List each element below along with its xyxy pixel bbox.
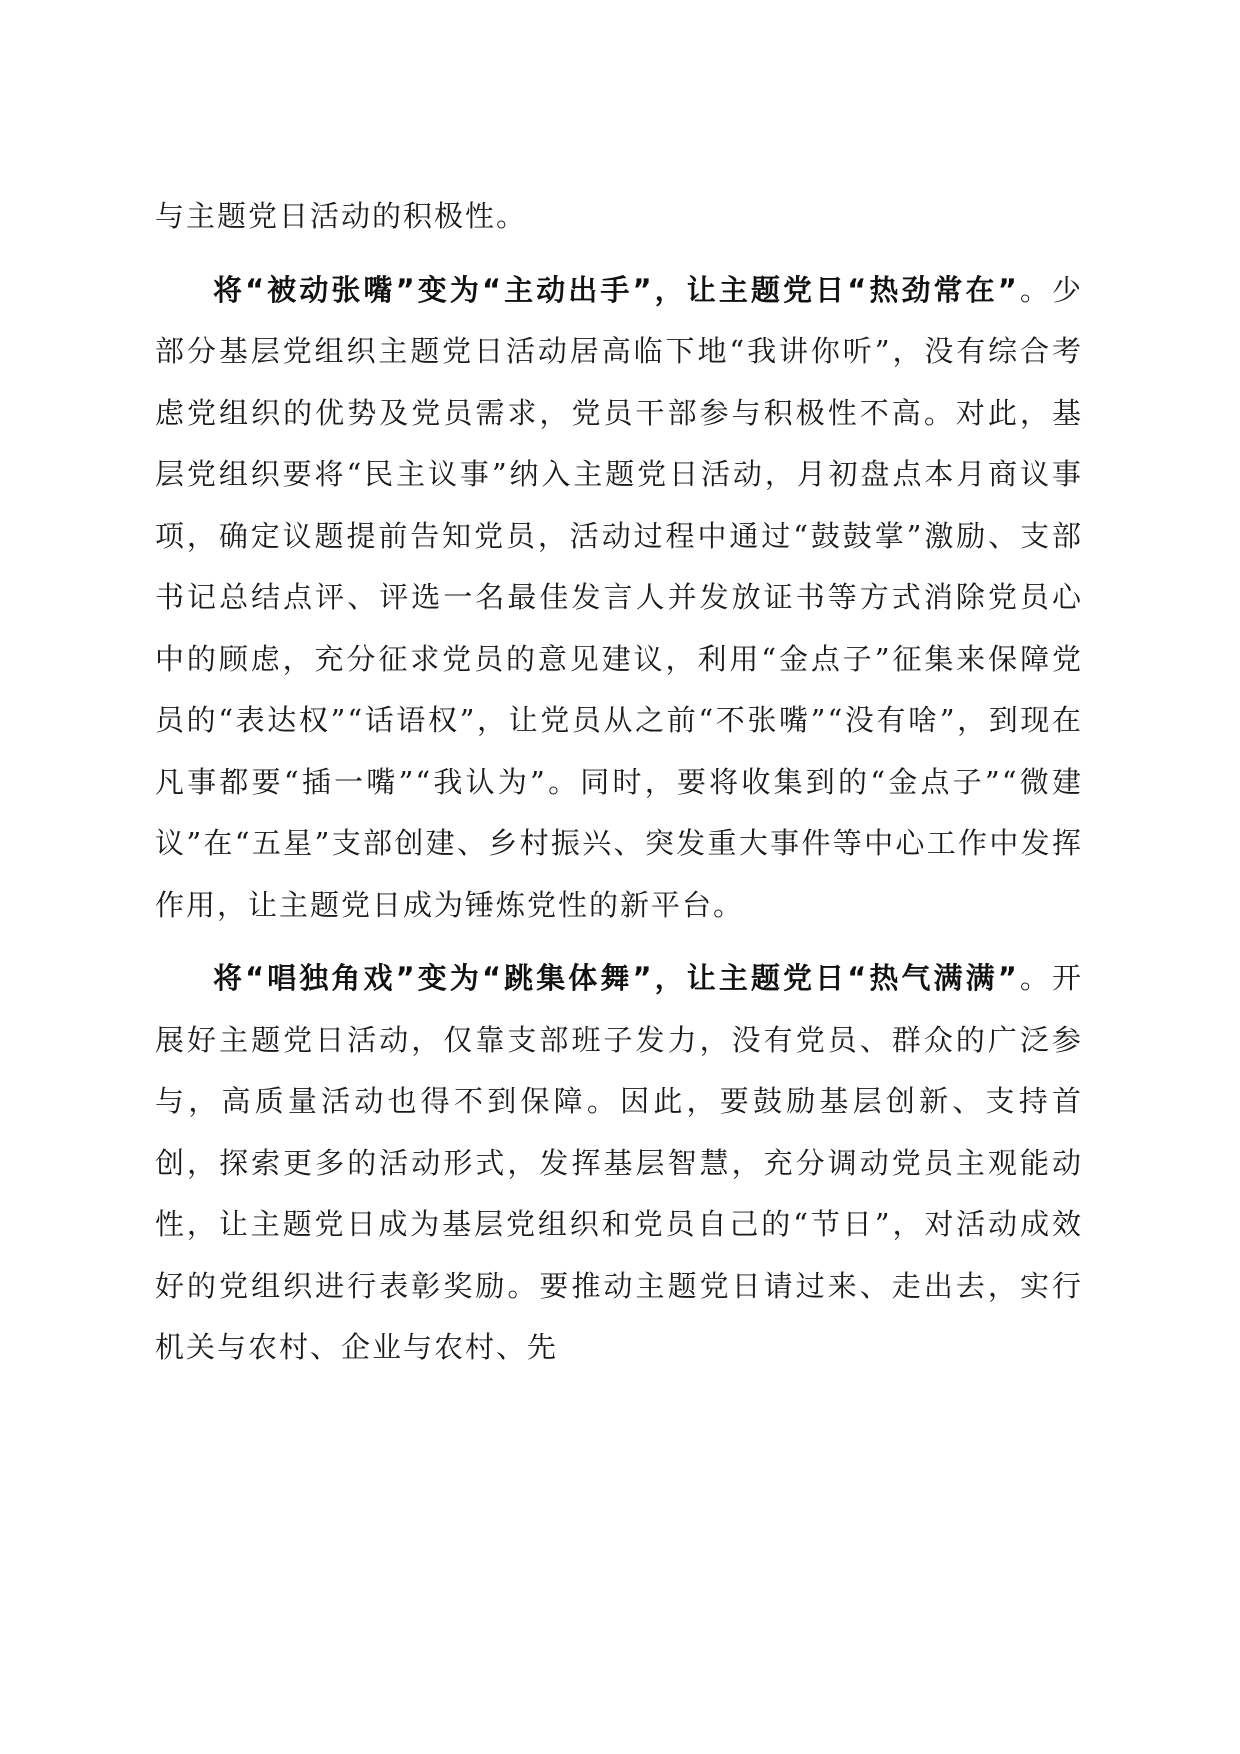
paragraph-text: 。少部分基层党组织主题党日活动居高临下地“我讲你听”，没有综合考虑党组织的优势及党员需求，党员干部参与积极性不高。对此，基层党组织要将“民主议事”纳入主题党日活动，月初盘点本月商议事项，确定议题提前告知党员，活动过程中通过“鼓鼓掌”激励、支部书记总结点评、评选一名最佳发言人并发放证书等方式消除党员心中的顾虑，充分征求党员的意见建议，利用“金点子”征集来保障党员的“表达权”“话语权”，让党员从之前“不张嘴”“没有啥”，到现在凡事都要“插一嘴”“我认为”。同时，要将收集到的“金点子”“微建议”在“五星”支部创建、乡村振兴、突发重大事件等中心工作中发挥作用，让主题党日成为锤炼党性的新平台。 [155,272,1083,922]
paragraph-heading: 将“被动张嘴”变为“主动出手”，让主题党日“热劲常在” [213,272,1019,307]
paragraph-passive-to-active [155,260,1083,937]
paragraph-text: 。开展好主题党日活动，仅靠支部班子发力，没有党员、群众的广泛参与，高质量活动也得不到保障。因此，要鼓励基层创新、支持首创，探索更多的活动形式，发挥基层智慧，充分调动党员主观能动性，让主题党日成为基层党组织和党员自己的“节日”，对活动成效好的党组织进行表彰奖励。要推动主题党日请过来、走出去，实行机关与农村、企业与农村、先 [155,961,1083,1364]
document-body [155,186,1083,1379]
paragraph-heading: 将“唱独角戏”变为“跳集体舞”，让主题党日“热气满满” [213,961,1019,995]
paragraph-solo-to-group [155,948,1083,1379]
paragraph-continuation [155,186,1083,248]
paragraph-text: 与主题党日活动的积极性。 [155,199,528,233]
